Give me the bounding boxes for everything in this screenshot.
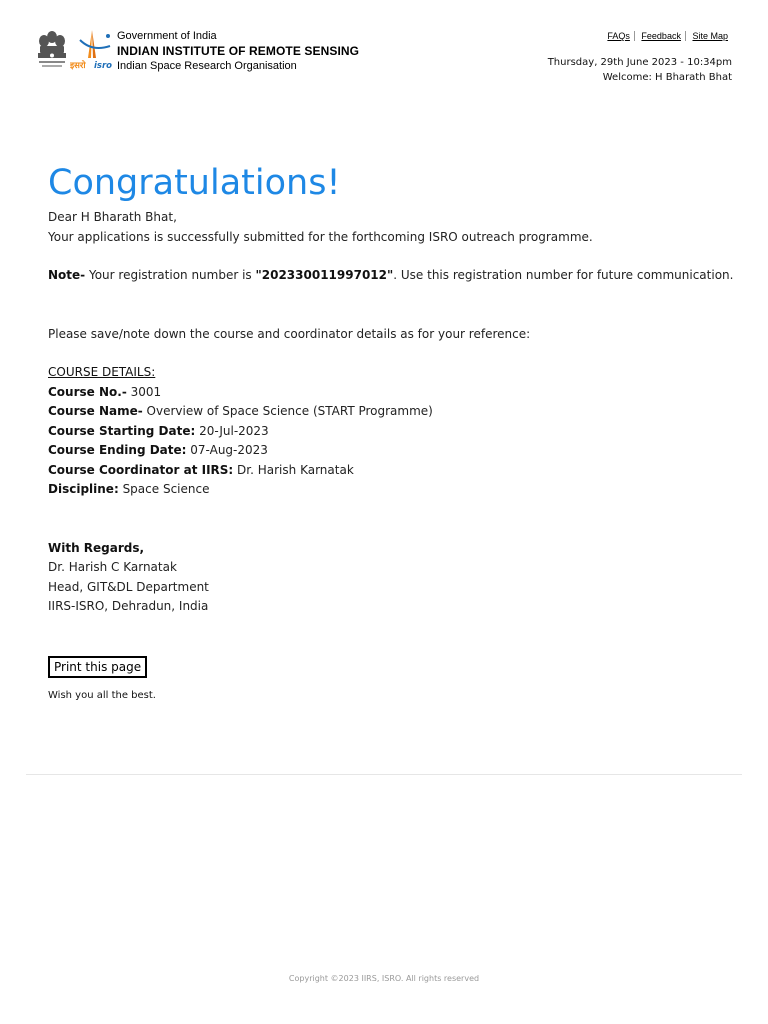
svg-text:isro: isro [94, 61, 113, 71]
note-label: Note- [48, 268, 86, 282]
course-start-value: 20-Jul-2023 [195, 423, 269, 438]
org-name: Indian Space Research Organisation [117, 60, 297, 72]
signatory-name: Dr. Harish C Karnatak [48, 560, 177, 574]
institute-name: INDIAN INSTITUTE OF REMOTE SENSING [117, 44, 360, 58]
course-start-row [48, 422, 738, 442]
copyright-text: Copyright ©2023 IIRS, ISRO. All rights reserved [288, 974, 480, 983]
discipline-label: Discipline: [48, 482, 119, 496]
current-datetime: Thursday, 29th June 2023 - 10:34pm [547, 57, 732, 68]
discipline-row [48, 480, 738, 500]
save-message: Please save/note down the course and coordinator details as for your reference: [48, 326, 531, 341]
submitted-message: Your applications is successfully submitted for the forthcoming ISRO outreach programme. [48, 229, 593, 244]
page-title: Congratulations! [48, 163, 341, 203]
print-page-button[interactable]: Print this page [48, 656, 147, 678]
svg-text:इसरो: इसरो [70, 61, 86, 71]
note-prefix: Your registration number is [85, 268, 256, 282]
site-map-link[interactable]: Site Map [692, 31, 728, 41]
course-no-label: Course No.- [48, 384, 127, 399]
course-end-label: Course Ending Date: [48, 443, 187, 457]
registration-note [48, 266, 738, 286]
datetime-block [548, 55, 732, 85]
course-no-row [48, 383, 738, 403]
confirmation-content [48, 160, 738, 705]
course-name-label: Course Name- [48, 404, 143, 418]
course-no-value: 3001 [126, 384, 162, 399]
course-coordinator-label: Course Coordinator at IIRS: [48, 462, 234, 477]
signatory-place: IIRS-ISRO, Dehradun, India [48, 599, 209, 613]
course-name-value: Overview of Space Science (START Programme) [142, 404, 433, 418]
note-suffix: . Use this registration number for future communication. [393, 268, 734, 282]
greeting: Dear H Bharath Bhat, [48, 210, 177, 224]
footer-divider [26, 774, 742, 775]
course-coordinator-value: Dr. Harish Karnatak [233, 462, 354, 477]
course-start-label: Course Starting Date: [48, 423, 196, 438]
discipline-value: Space Science [118, 482, 210, 496]
feedback-link[interactable]: Feedback [637, 31, 686, 41]
isro-logo-icon [70, 28, 116, 74]
registration-number: "202330011997012" [255, 268, 394, 282]
wish-message: Wish you all the best. [48, 689, 156, 701]
course-end-value: 07-Aug-2023 [186, 443, 268, 457]
top-links [603, 31, 728, 41]
signatory-position: Head, GIT&DL Department [48, 579, 209, 594]
faqs-link[interactable]: FAQs [603, 31, 635, 41]
state-emblem-icon [34, 28, 70, 72]
course-end-row [48, 441, 738, 461]
gov-label: Government of India [117, 30, 217, 42]
regards-label: With Regards, [48, 540, 145, 555]
welcome-user: Welcome: H Bharath Bhat [602, 72, 732, 83]
site-header [0, 0, 768, 100]
course-name-row [48, 402, 738, 422]
course-coordinator-row [48, 461, 738, 481]
course-details-heading: COURSE DETAILS: [48, 365, 156, 379]
organisation-block [117, 29, 359, 73]
